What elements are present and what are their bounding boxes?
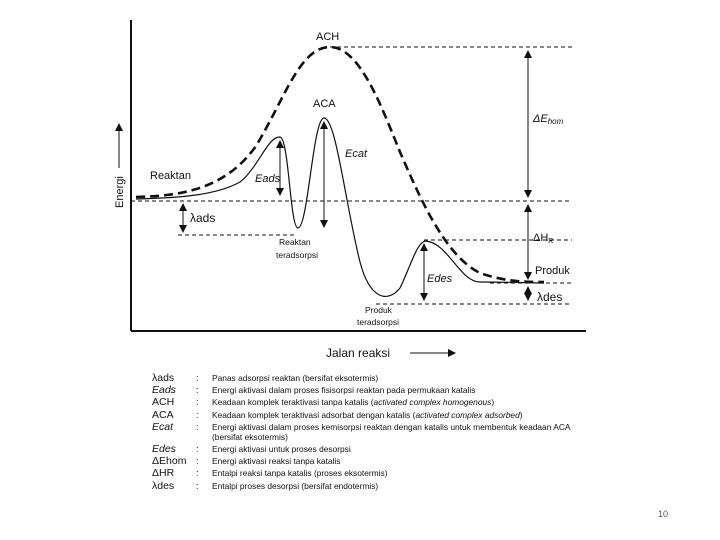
- legend: [152, 372, 592, 492]
- label-lambda-des: λdes: [537, 290, 563, 304]
- legend-symbol: Eads: [152, 384, 176, 397]
- legend-colon: :: [196, 456, 199, 467]
- legend-symbol: ΔEhom: [152, 455, 187, 468]
- label-delta-e-hom-sub: hom: [547, 117, 564, 126]
- page-number: 10: [658, 509, 669, 519]
- label-ach: ACH: [316, 31, 340, 43]
- label-delta-e-hom: ΔEhom: [533, 113, 564, 126]
- y-axis-label: Energi: [114, 176, 126, 208]
- legend-colon: :: [196, 397, 199, 408]
- legend-colon: :: [196, 480, 199, 491]
- legend-row-ecat: [152, 421, 592, 443]
- label-ecat: Ecat: [345, 148, 368, 160]
- legend-description: Keadaan komplek teraktivasi adsorbat dengan katalis (activated complex adsorbed): [212, 409, 523, 420]
- legend-description: Entalpi proses desorpsi (bersifat endotermis): [212, 480, 379, 491]
- legend-symbol: Ecat: [152, 420, 174, 433]
- legend-row-edes: [152, 443, 592, 455]
- legend-row-lambda-des: [152, 480, 592, 492]
- legend-description: Energi aktivasi dalam proses kemisorpsi reaktan dengan katalis untuk membentuk keadaan ACA (bersifat eksotermis): [212, 421, 570, 443]
- legend-description: Energi aktivasi untuk proses desorpsi: [212, 444, 351, 454]
- legend-row-ach: [152, 396, 592, 408]
- legend-colon: :: [196, 468, 199, 479]
- legend-colon: :: [196, 385, 199, 396]
- legend-symbol: ΔHR: [152, 467, 175, 480]
- legend-description: Energi aktivasi reaksi tanpa katalis: [212, 456, 341, 467]
- label-delta-h-r: ΔHR: [533, 232, 554, 245]
- legend-row-aca: [152, 409, 592, 421]
- legend-description: Panas adsorpsi reaktan (bersifat eksotermis): [212, 373, 379, 383]
- catalyzed-path: [136, 118, 544, 296]
- label-lambda-ads: λads: [190, 211, 216, 225]
- label-edes: Edes: [427, 273, 453, 285]
- legend-colon: :: [196, 373, 199, 383]
- legend-row-lambda-ads: [152, 372, 592, 384]
- legend-symbol: Edes: [152, 443, 176, 455]
- legend-colon: :: [196, 444, 199, 454]
- label-produk-teradsorpsi-2: teradsorpsi: [357, 317, 400, 327]
- legend-description: Energi aktivasi dalam proses fisisorpsi reaktan pada permukaan katalis: [212, 385, 476, 396]
- legend-colon: :: [196, 421, 199, 432]
- x-axis-label: Jalan reaksi: [326, 346, 391, 360]
- label-reaktan: Reaktan: [150, 170, 191, 182]
- label-produk: Produk: [535, 265, 570, 277]
- legend-row-eads: [152, 384, 592, 396]
- legend-symbol: λads: [152, 372, 175, 384]
- label-reaktan-teradsorpsi-2: teradsorpsi: [276, 250, 319, 260]
- legend-description: Entalpi reaksi tanpa katalis (proses eksotermis): [212, 468, 388, 479]
- label-reaktan-teradsorpsi-1: Reaktan: [279, 237, 311, 247]
- label-aca: ACA: [313, 98, 336, 110]
- legend-symbol: ACA: [152, 408, 174, 421]
- legend-row-delta-e-hom: [152, 455, 592, 467]
- legend-symbol: λdes: [152, 479, 175, 492]
- legend-row-delta-h-r: [152, 467, 592, 479]
- label-produk-teradsorpsi-1: Produk: [365, 305, 392, 315]
- legend-symbol: ACH: [152, 396, 175, 409]
- label-delta-h-r-sub: R: [548, 238, 554, 245]
- legend-description: Keadaan komplek teraktivasi tanpa katalis (activated complex homogenous): [212, 397, 495, 408]
- legend-colon: :: [196, 409, 199, 420]
- label-eads: Eads: [255, 173, 281, 185]
